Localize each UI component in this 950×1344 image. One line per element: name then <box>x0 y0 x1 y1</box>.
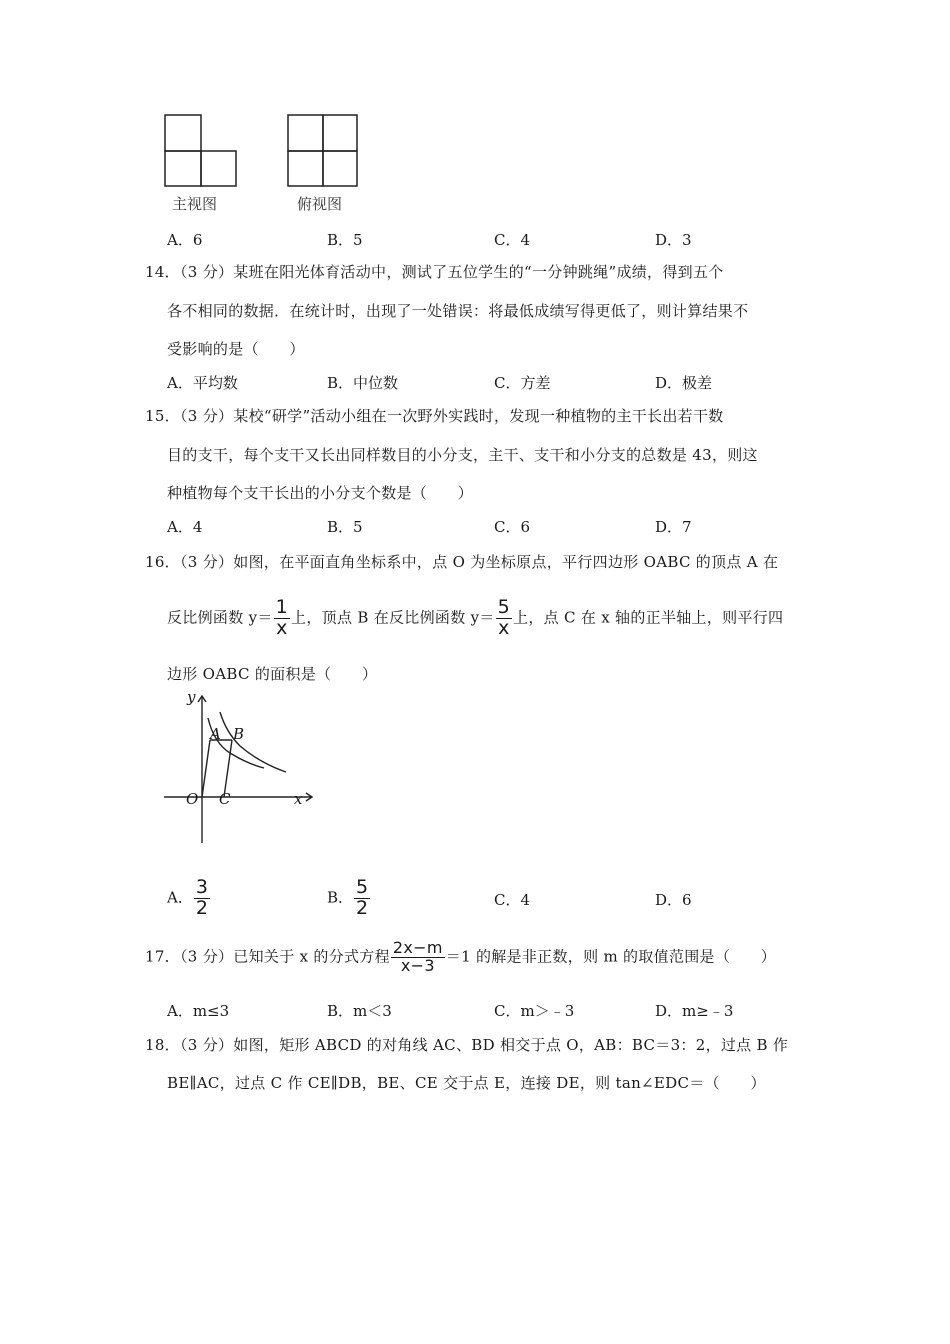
segment-OA <box>202 740 210 797</box>
q16-line1 <box>145 551 778 572</box>
q14-option-d: D．极差 <box>655 374 713 392</box>
q16-text-2b: 上，顶点 B 在反比例函数 y＝ <box>291 608 495 627</box>
q16-option-b-prefix: B． <box>327 888 354 907</box>
q15-line1 <box>145 405 724 426</box>
q16-option-a-den: 2 <box>195 896 208 919</box>
q16-fraction-2-den: x <box>498 616 510 639</box>
q14-number: 14． <box>145 263 180 281</box>
q16-text-1: （3 分）如图，在平面直角坐标系中，点 O 为坐标原点，平行四边形 OABC 的顶点 A 在 <box>180 553 779 571</box>
graph-label-O: O <box>186 790 199 808</box>
q17-fraction-den: x−3 <box>400 955 435 975</box>
q13-option-a: A．6 <box>167 231 203 249</box>
q13-option-b: B．5 <box>327 231 363 249</box>
q16-option-a <box>167 878 211 919</box>
q17-option-c: C．m＞﹣3 <box>494 1002 575 1020</box>
q16-option-a-fraction <box>194 878 210 919</box>
q15-line3: 种植物每个支干长出的小分支个数是（ ） <box>167 484 474 502</box>
q16-text-2a: 反比例函数 y＝ <box>167 608 273 627</box>
q15-number: 15． <box>145 407 180 425</box>
q17-line <box>145 940 776 975</box>
q16-option-b <box>327 878 371 919</box>
q16-coordinate-graph <box>160 688 325 848</box>
q13-option-c: C．4 <box>494 231 531 249</box>
front-view-drawing <box>165 115 236 186</box>
q16-option-b-fraction <box>354 878 370 919</box>
q17-fraction-num: 2x−m <box>392 938 443 957</box>
q16-line3: 边形 OABC 的面积是（ ） <box>167 665 378 683</box>
q16-fraction-2 <box>496 598 512 639</box>
q16-option-d: D．6 <box>655 891 692 909</box>
q15-option-c: C．6 <box>494 518 531 536</box>
q16-text-2c: 上，点 C 在 x 轴的正半轴上，则平行四 <box>513 608 784 627</box>
q16-number: 16． <box>145 553 180 571</box>
q17-text-b: ＝1 的解是非正数，则 m 的取值范围是（ ） <box>445 947 777 966</box>
q16-option-a-prefix: A． <box>167 888 193 907</box>
q14-option-c: C．方差 <box>494 374 551 392</box>
q17-option-d: D．m≥﹣3 <box>655 1002 734 1020</box>
q16-option-b-den: 2 <box>356 896 369 919</box>
q15-line2: 目的支干，每个支干又长出同样数目的小分支，主干、支干和小分支的总数是 43，则这 <box>167 446 758 464</box>
q16-fraction-2-num: 5 <box>497 596 511 618</box>
q18-number: 18． <box>145 1036 180 1054</box>
top-view-drawing <box>288 115 357 186</box>
graph-label-y: y <box>187 688 196 706</box>
q16-option-a-num: 3 <box>195 876 208 898</box>
q17-number: 17． <box>145 947 180 966</box>
q16-fraction-1-den: x <box>276 616 288 639</box>
q13-option-d: D．3 <box>655 231 692 249</box>
q14-option-a: A．平均数 <box>167 374 238 392</box>
q16-fraction-1-num: 1 <box>275 596 289 618</box>
q15-option-a: A．4 <box>167 518 203 536</box>
q18-line1 <box>145 1034 788 1055</box>
q15-text-1: （3 分）某校“研学”活动小组在一次野外实践时，发现一种植物的主干长出若干数 <box>180 407 724 425</box>
graph-label-B: B <box>233 725 245 743</box>
q14-line2: 各不相同的数据．在统计时，出现了一处错误：将最低成绩写得更低了，则计算结果不 <box>167 302 749 320</box>
q14-option-b: B．中位数 <box>327 374 399 392</box>
q16-option-c: C．4 <box>494 891 531 909</box>
q17-fraction <box>391 940 445 975</box>
q17-option-b: B．m＜3 <box>327 1002 392 1020</box>
q15-option-b: B．5 <box>327 518 363 536</box>
front-view-label: 主视图 <box>172 195 218 213</box>
q16-option-b-num: 5 <box>356 876 369 898</box>
graph-label-A: A <box>210 725 221 743</box>
q14-line3: 受影响的是（ ） <box>167 340 305 358</box>
q16-line2 <box>167 598 783 639</box>
q17-option-a: A．m≤3 <box>167 1002 230 1020</box>
curve-y-5-over-x <box>220 712 286 772</box>
graph-label-C: C <box>219 790 231 808</box>
q14-text-1: （3 分）某班在阳光体育活动中，测试了五位学生的“一分钟跳绳”成绩，得到五个 <box>180 263 724 281</box>
q14-line1 <box>145 261 724 282</box>
graph-label-x: x <box>294 790 303 808</box>
top-view-label: 俯视图 <box>297 195 343 213</box>
q17-text-a: （3 分）已知关于 x 的分式方程 <box>180 947 390 966</box>
q18-text-1: （3 分）如图，矩形 ABCD 的对角线 AC、BD 相交于点 O，AB：BC＝3：2，过点 B 作 <box>180 1036 789 1054</box>
q18-line2: BE∥AC，过点 C 作 CE∥DB，BE、CE 交于点 E，连接 DE，则 tan∠EDC＝（ ） <box>167 1074 766 1092</box>
q15-option-d: D．7 <box>655 518 692 536</box>
q16-fraction-1 <box>274 598 290 639</box>
